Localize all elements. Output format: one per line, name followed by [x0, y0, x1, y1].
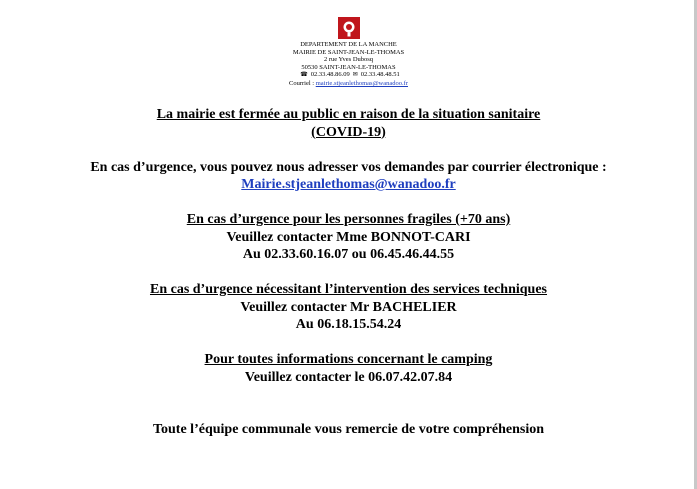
coat-of-arms-logo	[338, 17, 360, 39]
camping-contact: Veuillez contacter le 06.07.42.07.84	[244, 369, 453, 385]
phone-icon: ☎	[300, 72, 308, 79]
header-fax: 02.33.48.48.51	[360, 71, 400, 79]
closed-notice-line2: (COVID-19)	[311, 124, 386, 140]
notice-body	[0, 106, 697, 439]
header-mairie: MAIRIE DE SAINT-JEAN-LE-THOMAS	[292, 48, 405, 56]
header-email-label: Courriel :	[289, 79, 315, 87]
closed-notice-line1: La mairie est fermée au public en raison de la situation sanitaire	[156, 107, 541, 122]
technical-phone: Au 06.18.15.54.24	[295, 317, 402, 332]
urgent-email-text: En cas d’urgence, vous pouvez nous adresser vos demandes par courrier électronique :	[90, 159, 607, 175]
header-postal: 50530 SAINT-JEAN-LE-THOMAS	[301, 63, 396, 71]
header-phone: 02.33.48.86.09	[310, 71, 350, 79]
header-department: DEPARTEMENT DE LA MANCHE	[300, 41, 397, 48]
fragile-phones: Au 02.33.60.16.07 ou 06.45.46.44.55	[242, 247, 455, 262]
technical-heading: En cas d’urgence nécessitant l’intervention des services techniques	[149, 282, 548, 297]
letterhead	[0, 17, 697, 88]
header-street: 2 rue Yves Dubosq	[323, 56, 374, 64]
header-phone-line	[0, 71, 697, 80]
urgent-email-link[interactable]: Mairie.stjeanlethomas@wanadoo.fr	[241, 177, 456, 192]
fragile-contact: Veuillez contacter Mme BONNOT-CARI	[226, 229, 471, 245]
technical-contact: Veuillez contacter Mr BACHELIER	[240, 299, 457, 315]
fax-icon: ✉	[352, 72, 358, 79]
header-email-line	[0, 80, 697, 88]
camping-heading: Pour toutes informations concernant le camping	[204, 352, 493, 367]
header-email-link[interactable]: mairie.stjeanlethomas@wanadoo.fr	[315, 79, 408, 87]
fragile-heading: En cas d’urgence pour les personnes fragiles (+70 ans)	[186, 212, 511, 227]
thanks-line: Toute l’équipe communale vous remercie de votre compréhension	[152, 422, 545, 437]
